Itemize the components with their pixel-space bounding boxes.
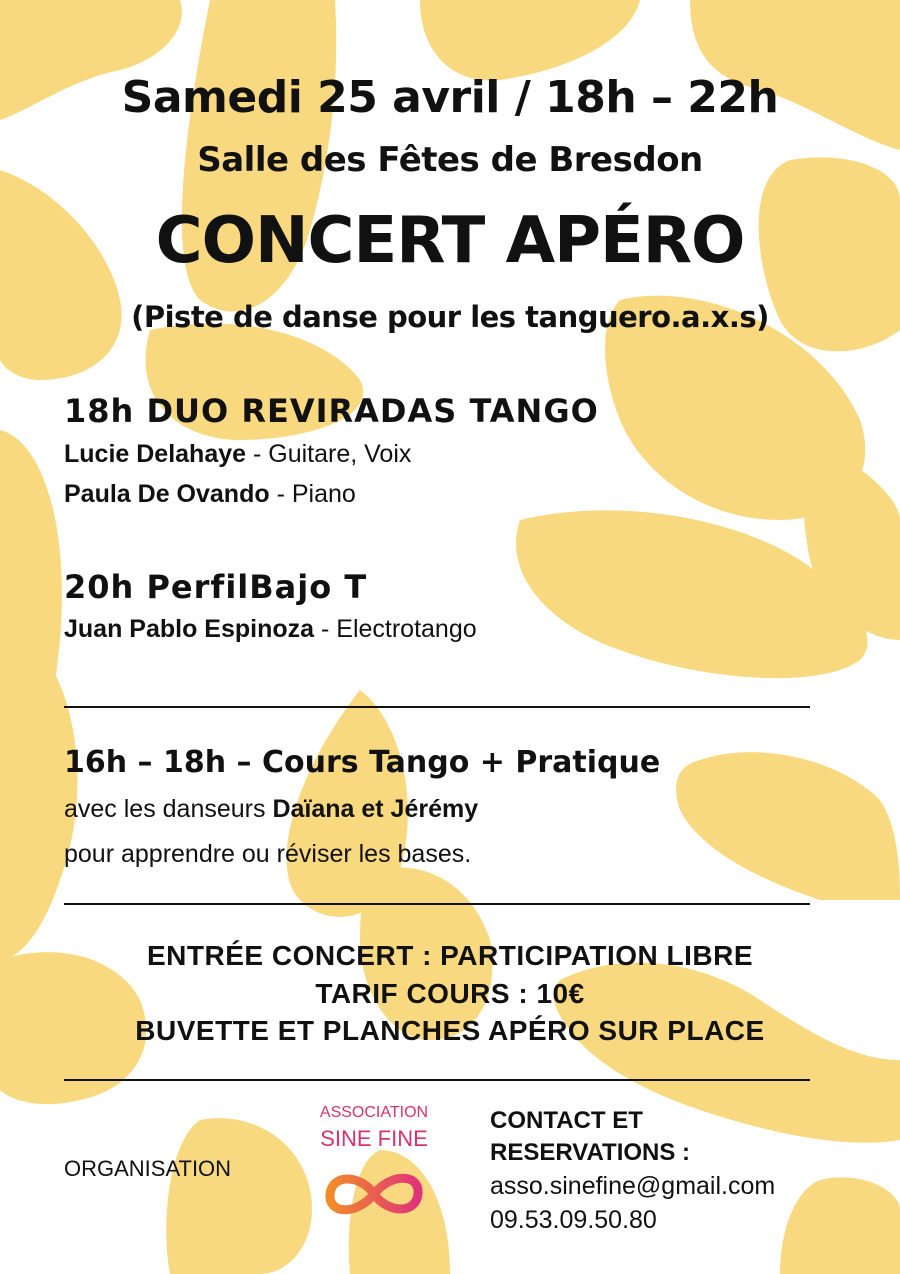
performer-line bbox=[64, 480, 356, 509]
event-date: Samedi 25 avril / 18h – 22h bbox=[121, 72, 779, 123]
performer-name: Juan Pablo Espinoza bbox=[64, 615, 315, 643]
contact-email[interactable]: asso.sinefine@gmail.com bbox=[490, 1172, 776, 1200]
performer-line bbox=[64, 440, 411, 469]
performer-role: - Piano bbox=[269, 480, 356, 508]
info-entry: ENTRÉE CONCERT : PARTICIPATION LIBRE bbox=[147, 940, 753, 971]
performer-name: Lucie Delahaye bbox=[64, 440, 247, 468]
divider bbox=[64, 706, 810, 708]
performer-role: - Guitare, Voix bbox=[246, 440, 412, 468]
act-title: 18h DUO REVIRADAS TANGO bbox=[64, 392, 599, 430]
contact-heading-1: CONTACT ET bbox=[490, 1107, 643, 1134]
performer-role: - Electrotango bbox=[314, 615, 477, 643]
performer-name: Paula De Ovando bbox=[64, 480, 270, 508]
divider bbox=[64, 1079, 810, 1081]
event-title: CONCERT APÉRO bbox=[155, 204, 745, 278]
contact-phone[interactable]: 09.53.09.50.80 bbox=[490, 1206, 657, 1234]
event-venue: Salle des Fêtes de Bresdon bbox=[197, 140, 703, 180]
info-bar: BUVETTE ET PLANCHES APÉRO SUR PLACE bbox=[135, 1015, 765, 1046]
course-teachers-prefix: avec les danseurs bbox=[64, 795, 273, 823]
info-price: TARIF COURS : 10€ bbox=[315, 978, 585, 1009]
contact-heading-2: RESERVATIONS : bbox=[490, 1139, 691, 1166]
logo-text-sine-fine: SINE FINE bbox=[320, 1126, 428, 1151]
course-teachers bbox=[64, 795, 478, 824]
logo-text-association: ASSOCIATION bbox=[319, 1104, 429, 1121]
event-subtitle: (Piste de danse pour les tanguero.a.x.s) bbox=[131, 300, 769, 334]
organisation-label: ORGANISATION bbox=[64, 1156, 232, 1181]
divider bbox=[64, 903, 810, 905]
course-title: 16h – 18h – Cours Tango + Pratique bbox=[64, 745, 661, 780]
sine-fine-logo bbox=[312, 1100, 436, 1230]
course-description: pour apprendre ou réviser les bases. bbox=[64, 840, 472, 868]
infinity-icon bbox=[320, 1166, 428, 1222]
teacher-names: Daïana et Jérémy bbox=[272, 795, 479, 823]
performer-line bbox=[64, 615, 477, 644]
act-title: 20h PerfilBajo T bbox=[64, 568, 368, 606]
